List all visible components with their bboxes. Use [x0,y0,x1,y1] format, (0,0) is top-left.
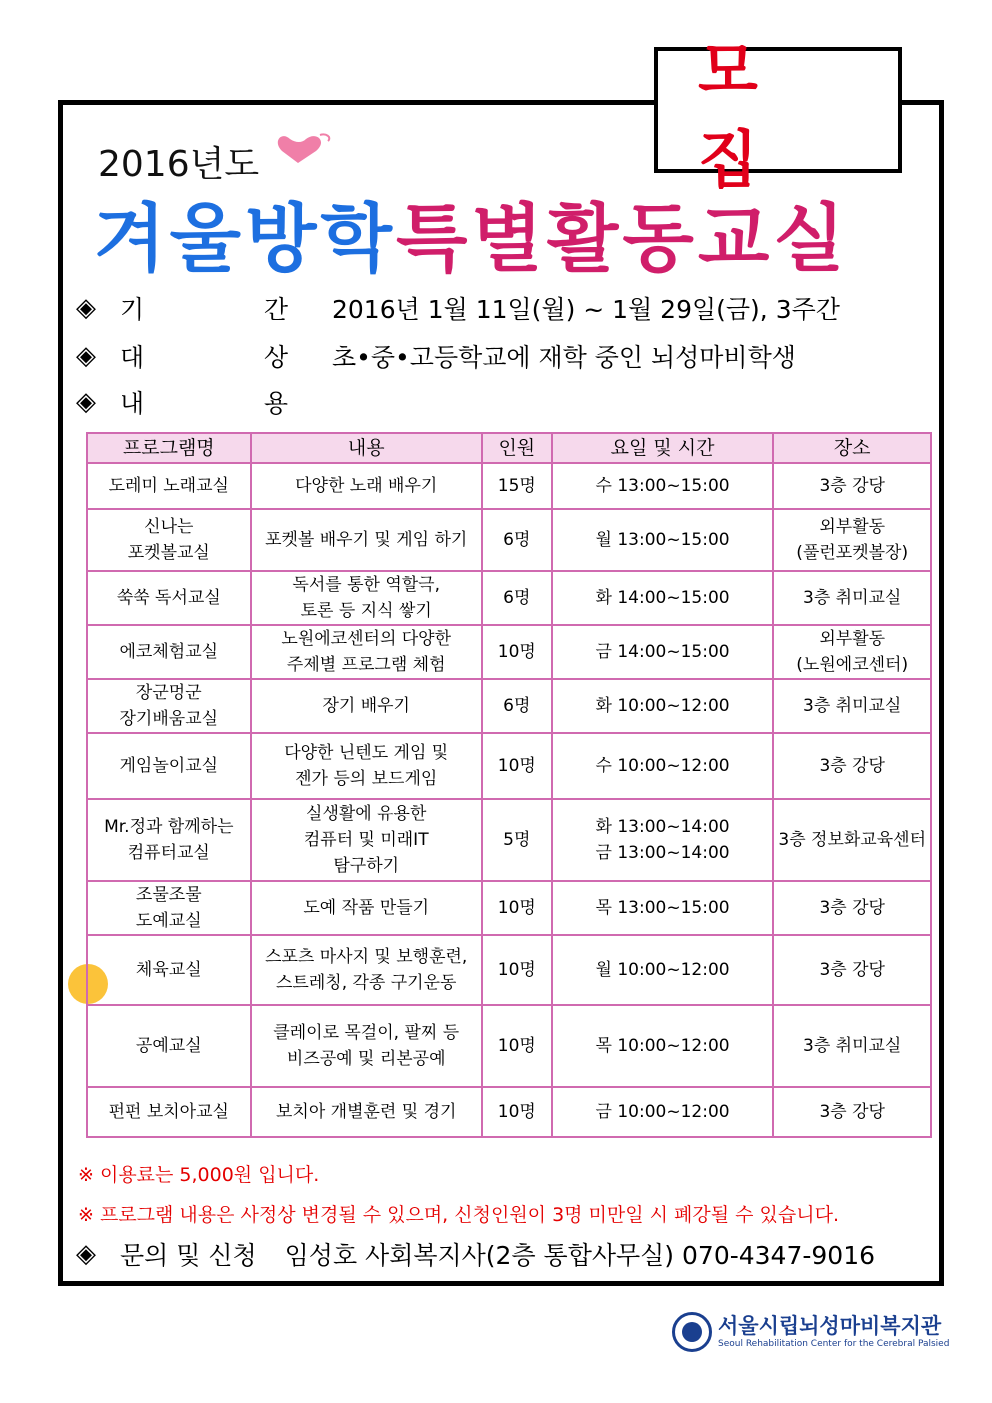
cell-people: 6명 [482,571,552,625]
table-row [87,935,931,1005]
cell-content: 실생활에 유용한 컴퓨터 및 미래IT 탐구하기 [251,799,482,881]
cell-people: 10명 [482,1087,552,1137]
cell-name: 조물조물 도예교실 [87,881,251,935]
cell-content: 노원에코센터의 다양한 주제별 프로그램 체험 [251,625,482,679]
cell-place: 3층 강당 [773,463,931,509]
cell-place: 3층 강당 [773,881,931,935]
table-row [87,509,931,571]
col-header: 프로그램명 [87,433,251,463]
program-table [86,432,932,1138]
cell-name: 도레미 노래교실 [87,463,251,509]
cell-place: 외부활동 (풀런포켓볼장) [773,509,931,571]
cell-name: Mr.정과 함께하는 컴퓨터교실 [87,799,251,881]
table-row [87,799,931,881]
cell-time: 목 13:00~15:00 [552,881,774,935]
table-row [87,571,931,625]
cell-people: 6명 [482,679,552,733]
table-row [87,463,931,509]
table-row [87,625,931,679]
page-title [94,180,849,286]
cell-time: 목 10:00~12:00 [552,1005,774,1087]
cell-content: 독서를 통한 역할극, 토론 등 지식 쌓기 [251,571,482,625]
recruit-badge-text: 모 집 [698,34,798,196]
table-header-row [87,433,931,463]
info-content-label: 내 용 [120,389,288,418]
cell-place: 3층 강당 [773,935,931,1005]
cell-people: 10명 [482,1005,552,1087]
col-header: 내용 [251,433,482,463]
cell-time: 월 13:00~15:00 [552,509,774,571]
cell-name: 쑥쑥 독서교실 [87,571,251,625]
org-emblem-icon [672,1312,712,1352]
cell-name: 공예교실 [87,1005,251,1087]
cell-people: 10명 [482,881,552,935]
org-name: 서울시립뇌성마비복지관 [718,1314,942,1338]
cell-people: 10명 [482,935,552,1005]
cell-time: 화 13:00~14:00 금 13:00~14:00 [552,799,774,881]
table-row [87,1087,931,1137]
cell-name: 신나는 포켓볼교실 [87,509,251,571]
cell-name: 장군멍군 장기배움교실 [87,679,251,733]
table-row [87,679,931,733]
cell-place: 3층 강당 [773,1087,931,1137]
cell-content: 스포츠 마사지 및 보행훈련, 스트레칭, 각종 구기운동 [251,935,482,1005]
cell-people: 15명 [482,463,552,509]
note-fee: ※ 이용료는 5,000원 입니다. [78,1164,320,1186]
diamond-bullet-icon: ◈ [76,1239,96,1269]
cell-place: 외부활동 (노원에코센터) [773,625,931,679]
cell-time: 금 10:00~12:00 [552,1087,774,1137]
diamond-bullet-icon: ◈ [76,293,96,323]
info-target [76,338,796,374]
cell-content: 도예 작품 만들기 [251,881,482,935]
cell-time: 수 10:00~12:00 [552,733,774,799]
col-header: 장소 [773,433,931,463]
info-target-label: 대 상 [120,343,288,372]
cell-content: 다양한 닌텐도 게임 및 젠가 등의 보드게임 [251,733,482,799]
cell-time: 금 14:00~15:00 [552,625,774,679]
info-period-label: 기 간 [120,295,288,324]
recruit-badge [654,34,902,196]
cell-time: 화 10:00~12:00 [552,679,774,733]
cell-name: 게임놀이교실 [87,733,251,799]
cell-people: 10명 [482,625,552,679]
col-header: 인원 [482,433,552,463]
cell-content: 다양한 노래 배우기 [251,463,482,509]
cell-people: 10명 [482,733,552,799]
cell-content: 클레이로 목걸이, 팔찌 등 비즈공예 및 리본공예 [251,1005,482,1087]
heart-icon [276,131,336,167]
title-blue-part: 겨울방학 [94,196,396,282]
table-row [87,1005,931,1087]
title-pink-part: 특별활동교실 [395,196,849,282]
cell-name: 체육교실 [87,935,251,1005]
year-label: 2016년도 [98,144,260,185]
diamond-bullet-icon: ◈ [76,341,96,371]
cell-place: 3층 취미교실 [773,571,931,625]
info-target-value: 초•중•고등학교에 재학 중인 뇌성마비학생 [332,343,796,372]
col-header: 요일 및 시간 [552,433,774,463]
cell-people: 6명 [482,509,552,571]
contact-label: 문의 및 신청 [120,1241,257,1270]
cell-content: 포켓볼 배우기 및 게임 하기 [251,509,482,571]
cell-place: 3층 취미교실 [773,679,931,733]
cell-content: 장기 배우기 [251,679,482,733]
cell-people: 5명 [482,799,552,881]
info-period-value: 2016년 1월 11일(월) ~ 1월 29일(금), 3주간 [332,295,840,324]
cell-time: 화 14:00~15:00 [552,571,774,625]
note-change: ※ 프로그램 내용은 사정상 변경될 수 있으며, 신청인원이 3명 미만일 시 폐강될 수 있습니다. [78,1204,839,1226]
cell-place: 3층 취미교실 [773,1005,931,1087]
cell-place: 3층 강당 [773,733,931,799]
cell-name: 에코체험교실 [87,625,251,679]
cell-name: 펀펀 보치아교실 [87,1087,251,1137]
org-subtitle: Seoul Rehabilitation Center for the Cerebral Palsied [718,1339,950,1349]
cell-place: 3층 정보화교육센터 [773,799,931,881]
cell-content: 보치아 개별훈련 및 경기 [251,1087,482,1137]
org-logo [672,1312,949,1352]
contact-line [76,1236,875,1272]
diamond-bullet-icon: ◈ [76,387,96,417]
info-period [76,290,840,326]
table-row [87,881,931,935]
cell-time: 수 13:00~15:00 [552,463,774,509]
contact-value: 임성호 사회복지사(2층 통합사무실) 070-4347-9016 [284,1241,876,1270]
table-row [87,733,931,799]
info-content [76,384,288,420]
cell-time: 월 10:00~12:00 [552,935,774,1005]
